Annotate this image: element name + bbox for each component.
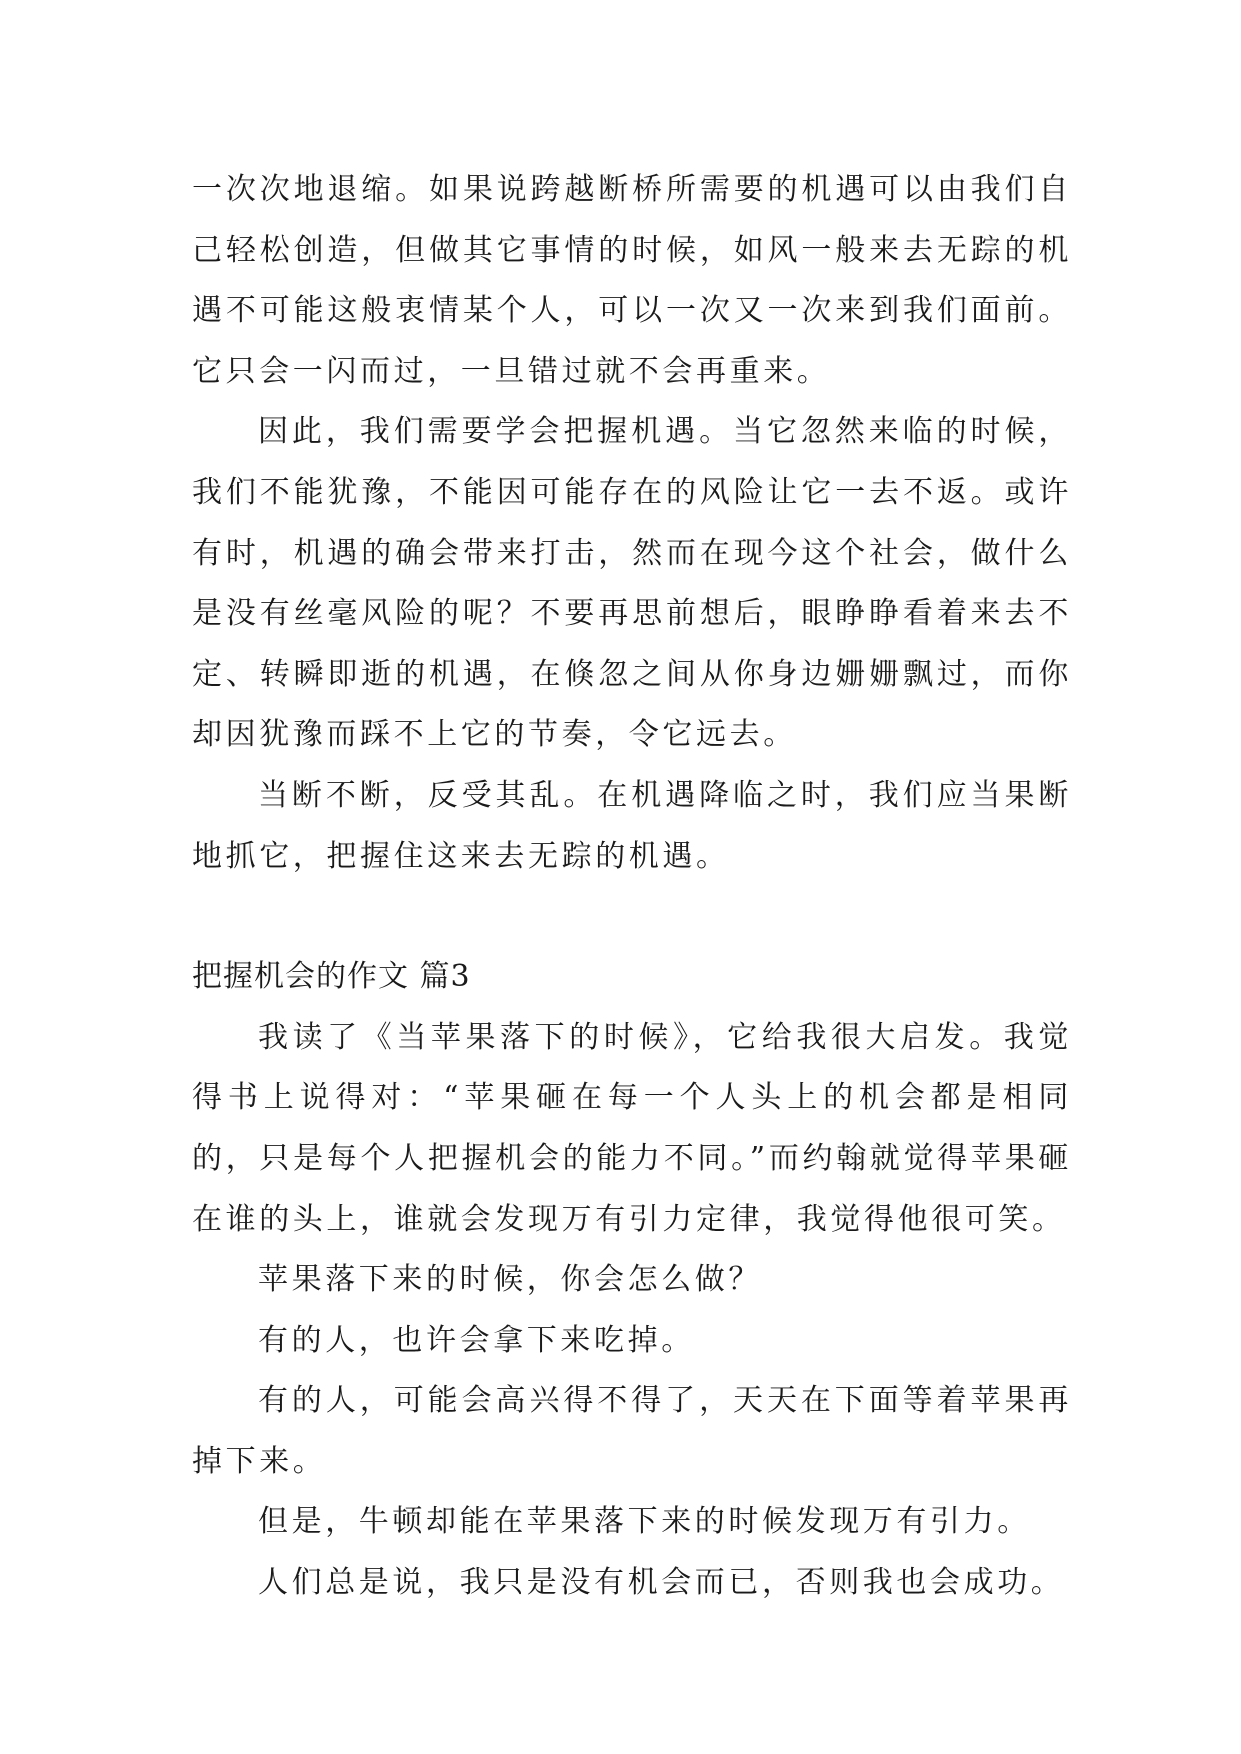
paragraph: 我读了《当苹果落下的时候》，它给我很大启发。我觉得书上说得对：“苹果砸在每一个人头上的机会都是相同的，只是每个人把握机会的能力不同。”而约翰就觉得苹果砸在谁的头上，谁就会发现万有引力定律，我觉得他很可笑。 <box>192 1019 1072 1237</box>
paragraph: 一次次地退缩。如果说跨越断桥所需要的机遇可以由我们自己轻松创造，但做其它事情的时候，如风一般来去无踪的机遇不可能这般衷情某个人，可以一次又一次来到我们面前。它只会一闪而过，一旦错过就不会再重来。 <box>192 172 1072 389</box>
paragraph: 人们总是说，我只是没有机会而已，否则我也会成功。 <box>258 1565 1065 1601</box>
paragraph: 因此，我们需要学会把握机遇。当它忽然来临的时候，我们不能犹豫，不能因可能存在的风险让它一去不返。或许有时，机遇的确会带来打击，然而在现今这个社会，做什么是没有丝毫风险的呢？不要再思前想后，眼睁睁看着来去不定、转瞬即逝的机遇，在倏忽之间从你身边姗姗飘过，而你却因犹豫而踩不上它的节奏，令它远去。 <box>192 414 1072 753</box>
section-title: 把握机会的作文 篇3 <box>192 959 471 995</box>
paragraph: 但是，牛顿却能在苹果落下来的时候发现万有引力。 <box>258 1504 1031 1540</box>
paragraph: 苹果落下来的时候，你会怎么做？ <box>258 1262 762 1298</box>
document-body <box>192 160 1072 1614</box>
paragraph: 有的人，也许会拿下来吃掉。 <box>258 1322 695 1358</box>
paragraph: 有的人，可能会高兴得不得了，天天在下面等着苹果再掉下来。 <box>192 1383 1072 1479</box>
paragraph: 当断不断，反受其乱。在机遇降临之时，我们应当果断地抓它，把握住这来去无踪的机遇。 <box>192 777 1072 874</box>
